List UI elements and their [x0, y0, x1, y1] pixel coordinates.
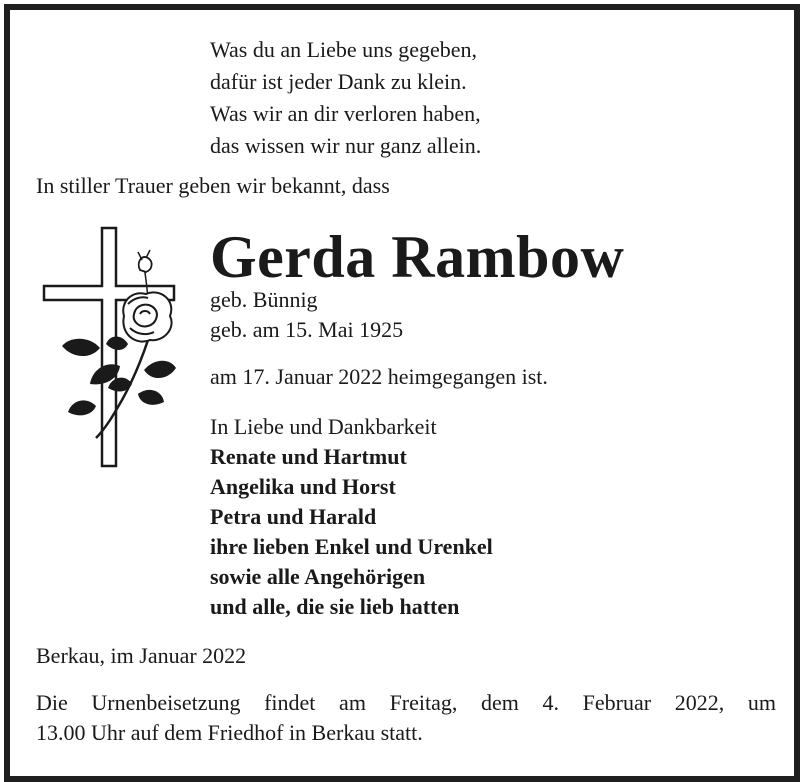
family-member: und alle, die sie lieb hatten: [210, 594, 460, 619]
poem-line: Was du an Liebe uns gegeben,: [210, 37, 478, 62]
family-member: sowie alle Angehörigen: [210, 564, 426, 589]
poem-line: dafür ist jeder Dank zu klein.: [210, 69, 467, 94]
obituary-notice: [4, 4, 800, 782]
death-date: am 17. Januar 2022 heimgegangen ist.: [210, 364, 548, 389]
family-intro: In Liebe und Dankbarkeit: [210, 414, 437, 439]
funeral-notice-line: 13.00 Uhr auf dem Friedhof in Berkau statt.: [36, 720, 423, 745]
cross-with-rose-icon: [36, 224, 186, 474]
family-member: Petra und Harald: [210, 504, 377, 529]
poem-line: das wissen wir nur ganz allein.: [210, 133, 482, 158]
intro-text: In stiller Trauer geben wir bekannt, dass: [36, 173, 390, 198]
family-member: ihre lieben Enkel und Urenkel: [210, 534, 493, 559]
funeral-notice: [36, 688, 776, 748]
maiden-name: geb. Bünnig: [210, 287, 318, 312]
poem: [210, 34, 481, 162]
deceased-name: Gerda Rambow: [210, 224, 625, 290]
birth-date: geb. am 15. Mai 1925: [210, 317, 404, 342]
poem-line: Was wir an dir verloren haben,: [210, 101, 481, 126]
birth-info: [210, 285, 403, 345]
funeral-notice-line: Die Urnenbeisetzung findet am Freitag, dem 4. Februar 2022, um: [36, 690, 776, 715]
family-list: [210, 412, 493, 622]
place-date: Berkau, im Januar 2022: [36, 643, 247, 668]
family-member: Renate und Hartmut: [210, 444, 407, 469]
family-member: Angelika und Horst: [210, 474, 396, 499]
